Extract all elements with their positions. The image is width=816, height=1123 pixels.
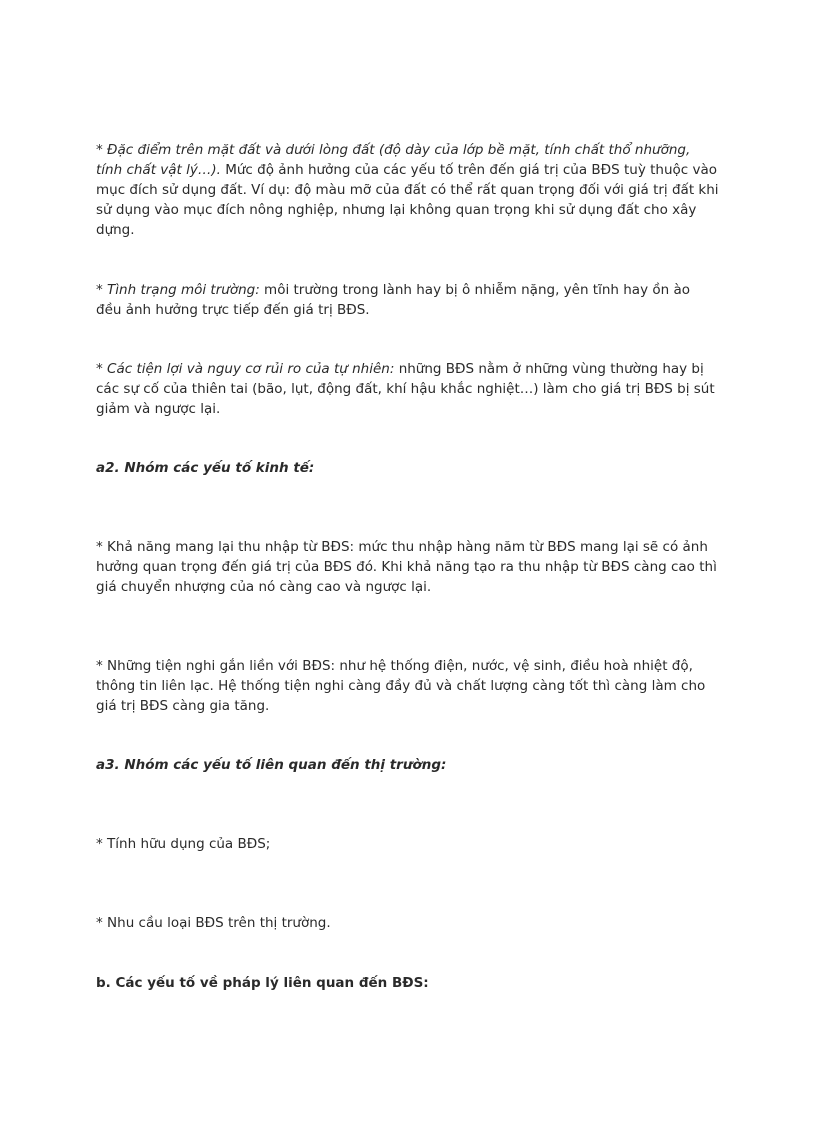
body-text: hưởng quan trọng đến giá trị của BĐS đó. Khi khả năng tạo ra thu nhập từ BĐS càng cao thì xyxy=(96,559,717,575)
text-line xyxy=(96,160,722,180)
body-text: thông tin liên lạc. Hệ thống tiện nghi càng đầy đủ và chất lượng càng tốt thì càng làm cho xyxy=(96,678,706,694)
bullet: * xyxy=(96,361,108,377)
body-text: mục đích sử dụng đất. Ví dụ: độ màu mỡ của đất có thể rất quan trọng đối với giá trị đất khi xyxy=(96,182,719,198)
paragraph-land-characteristics xyxy=(96,140,722,240)
paragraph-natural-risks xyxy=(96,359,722,419)
body-text: * Khả năng mang lại thu nhập từ BĐS: mức thu nhập hàng năm từ BĐS mang lại sẽ có ảnh xyxy=(96,539,708,555)
body-text: đều ảnh hưởng trực tiếp đến giá trị BĐS. xyxy=(96,302,370,318)
bullet: * xyxy=(96,282,108,298)
heading-a2 xyxy=(96,458,722,478)
body-text: Mức độ ảnh hưởng của các yếu tố trên đến giá trị của BĐS tuỳ thuộc vào xyxy=(220,162,718,178)
italic-term: Tình trạng môi trường: xyxy=(107,282,260,298)
text-line xyxy=(96,280,722,300)
body-text: sử dụng vào mục đích nông nghiệp, nhưng lại không quan trọng khi sử dụng đất cho xây xyxy=(96,202,697,218)
italic-term: Đặc điểm trên mặt đất và dưới lòng đất (độ dày của lớp bề mặt, tính chất thổ nhưỡng, xyxy=(107,142,691,158)
paragraph-income xyxy=(96,537,722,597)
bullet: * xyxy=(96,142,108,158)
paragraph-environment xyxy=(96,280,722,320)
heading-a3 xyxy=(96,755,722,775)
section-heading: a2. Nhóm các yếu tố kinh tế: xyxy=(96,460,315,476)
body-text: dựng. xyxy=(96,222,135,238)
text-line xyxy=(96,359,722,379)
paragraph-demand xyxy=(96,913,722,933)
body-text: những BĐS nằm ở những vùng thường hay bị xyxy=(394,361,704,377)
section-heading: a3. Nhóm các yếu tố liên quan đến thị trường: xyxy=(96,757,447,773)
heading-b xyxy=(96,973,722,993)
body-text: * Tính hữu dụng của BĐS; xyxy=(96,836,271,852)
body-text: các sự cố của thiên tai (bão, lụt, động đất, khí hậu khắc nghiệt…) làm cho giá trị BĐS bị sút xyxy=(96,381,715,397)
paragraph-usefulness xyxy=(96,834,722,854)
italic-term: Các tiện lợi và nguy cơ rủi ro của tự nhiên: xyxy=(107,361,395,377)
body-text: môi trường trong lành hay bị ô nhiễm nặng, yên tĩnh hay ồn ào xyxy=(259,282,690,298)
paragraph-amenities xyxy=(96,656,722,716)
italic-term: tính chất vật lý…). xyxy=(96,162,221,178)
body-text: giá trị BĐS càng gia tăng. xyxy=(96,698,270,714)
section-heading: b. Các yếu tố về pháp lý liên quan đến BĐS: xyxy=(96,975,429,991)
body-text: * Những tiện nghi gắn liền với BĐS: như hệ thống điện, nước, vệ sinh, điều hoà nhiệt độ, xyxy=(96,658,693,674)
text-line xyxy=(96,140,722,160)
body-text: * Nhu cầu loại BĐS trên thị trường. xyxy=(96,915,331,931)
body-text: giá chuyển nhượng của nó càng cao và ngược lại. xyxy=(96,579,432,595)
body-text: giảm và ngược lại. xyxy=(96,401,221,417)
